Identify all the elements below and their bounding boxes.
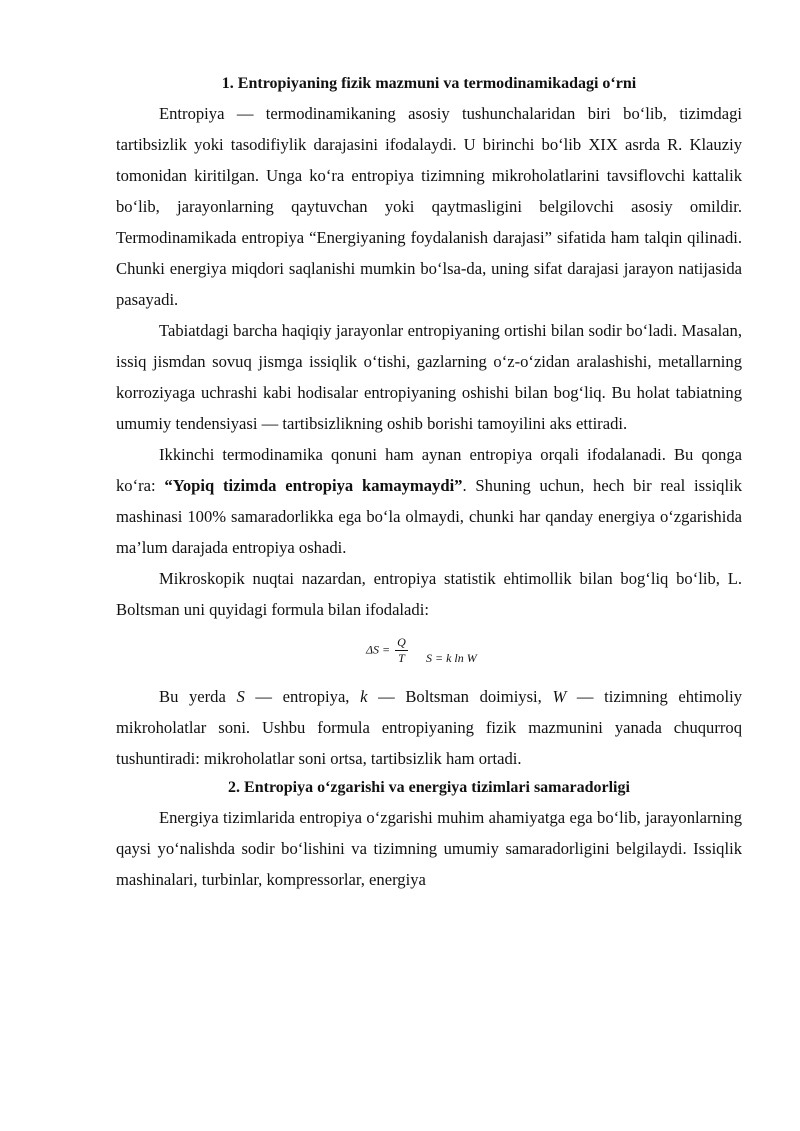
paragraph-5-text-b: — entropiya, [244,687,361,706]
symbol-w: W [552,687,567,706]
paragraph-6: Energiya tizimlarida entropiya o‘zgarishi muhim ahamiyatga ega bo‘lib, jarayonlarning qaysi yo‘nalishda sodir bo‘lishini va tizimning umumiy samaradorligini belgilaydi. Issiqlik mashinalari, turbinlar, kompressorlar, energiya [116,808,742,889]
symbol-k: k [360,687,368,706]
section-1-heading: 1. Entropiyaning fizik mazmuni va termodinamikadagi o‘rni [221,75,637,92]
formula-block [116,625,742,681]
paragraph-3-text-b: . Shuning uchun, hech bir real issiqlik mashinasi 100% samaradorlikka ega bo‘la olmaydi, chunki har qanday energiya o‘zgarishida ma’lum darajada entropiya oshadi. [116,476,742,557]
symbol-s: S [236,687,245,706]
paragraph-4: Mikroskopik nuqtai nazardan, entropiya statistik ehtimollik bilan bog‘liq bo‘lib, L. Boltsman uni quyidagi formula bilan ifodaladi: [116,569,742,619]
fraction-denominator: T [398,651,405,665]
second-law-quote: “Yopiq tizimda entropiya kamaymaydi” [164,476,463,495]
paragraph-5-text-a: Bu yerda [159,687,237,706]
clausius-fraction [395,635,408,666]
paragraph-3-text-a: Ikkinchi termodinamika qonuni ham aynan entropiya orqali ifodalanadi. Bu qonga ko‘ra: [116,445,742,495]
paragraph-1: Entropiya — termodinamikaning asosiy tushunchalaridan biri bo‘lib, tizimdagi tartibsizlik yoki tasodifiylik darajasini ifodalaydi. U birinchi bo‘lib XIX asrda R. Klauziy tomonidan kiritilgan. Unga ko‘ra entropiya tizimning mikroholatlarini tavsiflovchi kattalik bo‘lib, jarayonlarning qaytuvchan yoki qaytmasligini belgilovchi asosiy omildir. Termodinamikada entropiya “Energiyaning foydalanish darajasi” sifatida ham talqin qilinadi. Chunki energiya miqdori saqlanishi mumkin bo‘lsa-da, uning sifat darajasi jarayon natijasida pasayadi. [116,104,742,309]
paragraph-5 [116,681,742,774]
paragraph-5-text-c: — Boltsman doimiysi, [367,687,553,706]
fraction-numerator: Q [397,635,406,649]
paragraph-2: Tabiatdagi barcha haqiqiy jarayonlar entropiyaning ortishi bilan sodir bo‘ladi. Masalan, issiq jismdan sovuq jismga issiqlik o‘tishi, gazlarning o‘z-o‘zidan aralashishi, metallarning korroziyaga uchrashi kabi hodisalar entropiyaning oshishi bilan bog‘liq. Bu holat tabiatning umumiy tendensiyasi — tartibsizlikning oshib borishi tamoyilini aks ettiradi. [116,321,742,433]
paragraph-5-text-d: — tizimning ehtimoliy mikroholatlar soni. Ushbu formula entropiyaning fizik mazmunini yanada chuqurroq tushuntiradi: mikroholatlar soni ortsa, tartibsizlik ham ortadi. [116,687,742,768]
document-body [116,70,742,895]
clausius-formula-lhs: ΔS = [366,642,391,657]
paragraph-3 [116,439,742,563]
boltzmann-formula: S = k ln W [426,651,477,665]
clausius-formula [366,635,408,666]
section-2-heading: 2. Entropiya o‘zgarishi va energiya tizimlari samaradorligi [228,779,630,796]
